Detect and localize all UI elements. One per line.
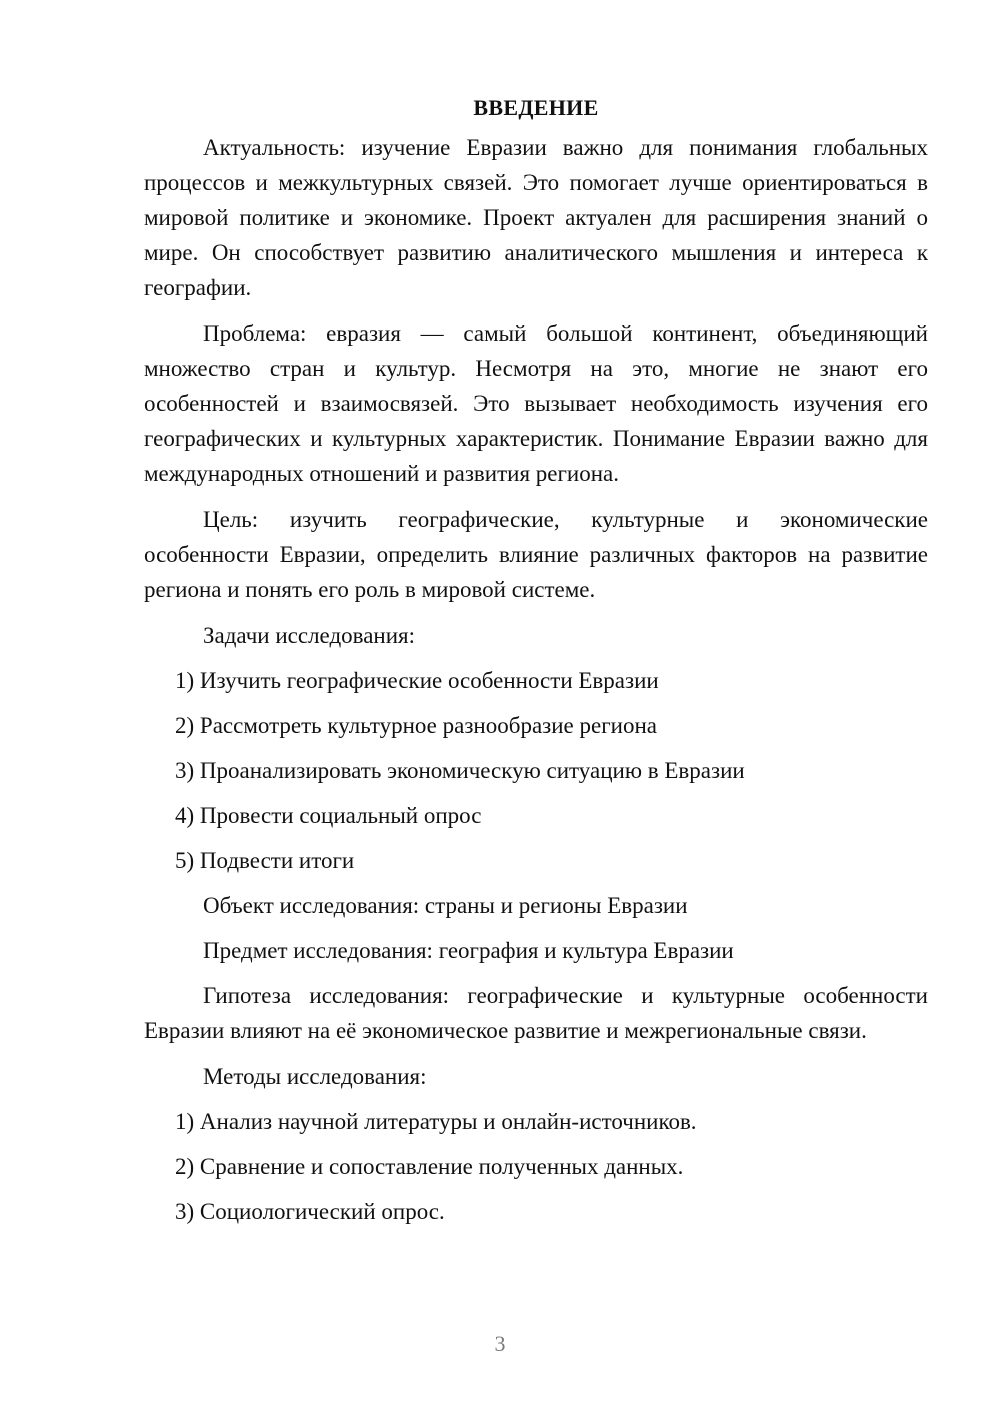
relevance-paragraph: Актуальность: изучение Евразии важно для понимания глобальных процессов и межкультурных связей. Это помогает лучше ориентироваться в мировой политике и экономике. Проект актуален для расширения знаний о мире. Он способствует развитию аналитического мышления и интереса к географии.	[144, 135, 928, 300]
method-item: 1) Анализ научной литературы и онлайн-источников.	[175, 1109, 697, 1134]
tasks-list	[144, 663, 928, 878]
problem-paragraph: Проблема: евразия — самый большой континент, объединяющий множество стран и культур. Несмотря на это, многие не знают его особенностей и взаимосвязей. Это вызывает необходимость изучения его географических и культурных характеристик. Понимание Евразии важно для международных отношений и развития региона.	[144, 321, 928, 486]
task-item: 1) Изучить географические особенности Евразии	[175, 668, 659, 693]
task-item: 3) Проанализировать экономическую ситуацию в Евразии	[175, 758, 745, 783]
method-item: 3) Социологический опрос.	[175, 1199, 445, 1224]
task-item: 2) Рассмотреть культурное разнообразие региона	[175, 713, 657, 738]
page-number: 3	[494, 1331, 506, 1356]
document-page	[144, 90, 928, 1239]
section-title: ВВЕДЕНИЕ	[473, 95, 599, 120]
goal-paragraph: Цель: изучить географические, культурные и экономические особенности Евразии, определить влияние различных факторов на развитие региона и понять его роль в мировой системе.	[144, 507, 928, 602]
research-object: Объект исследования: страны и регионы Евразии	[203, 893, 688, 918]
hypothesis-paragraph: Гипотеза исследования: географические и культурные особенности Евразии влияют на её экономическое развитие и межрегиональные связи.	[144, 983, 928, 1043]
tasks-heading: Задачи исследования:	[203, 623, 416, 648]
methods-list	[144, 1104, 928, 1229]
research-subject: Предмет исследования: география и культура Евразии	[203, 938, 734, 963]
task-item: 5) Подвести итоги	[175, 848, 355, 873]
methods-heading: Методы исследования:	[203, 1064, 427, 1089]
method-item: 2) Сравнение и сопоставление полученных данных.	[175, 1154, 684, 1179]
task-item: 4) Провести социальный опрос	[175, 803, 482, 828]
